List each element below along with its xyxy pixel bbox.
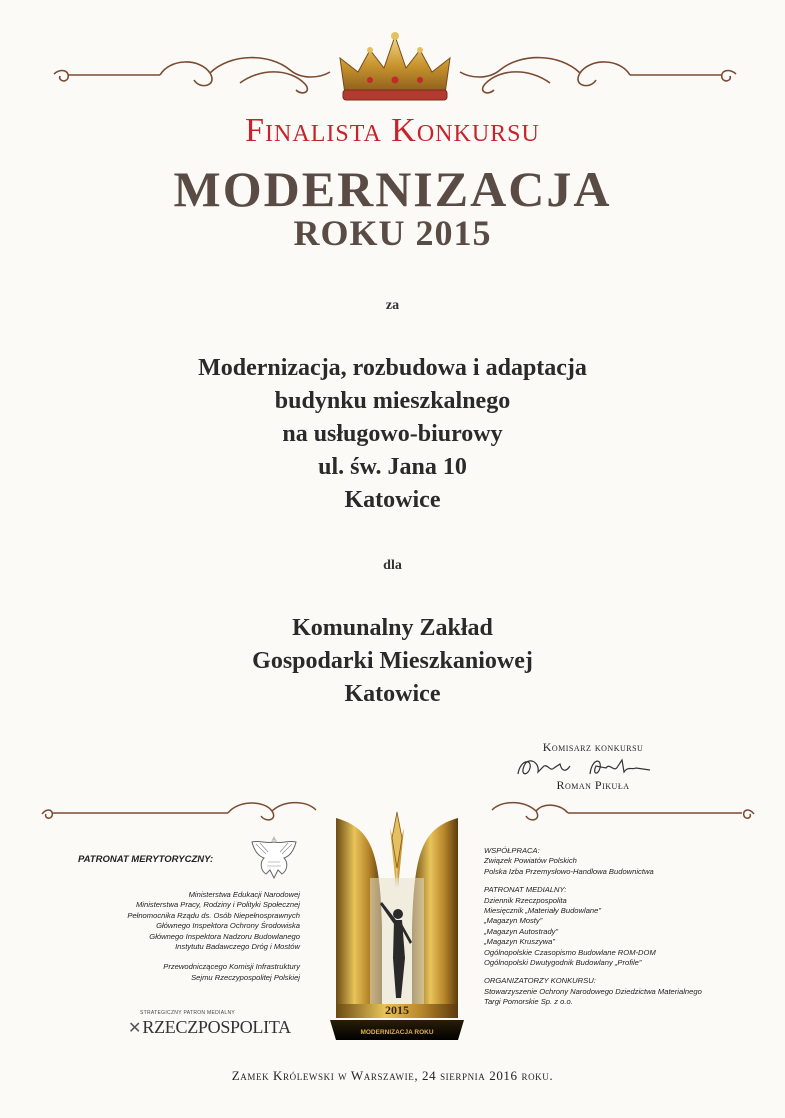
title-finalist: Finalista Konkursu	[245, 112, 540, 149]
trophy-plaque: MODERNIZACJA ROKU	[360, 1029, 434, 1036]
title-competition: MODERNIZACJA	[173, 161, 612, 217]
media-title: PATRONAT MEDIALNY:	[484, 885, 567, 895]
patronage-item: Głównego Inspektora Nadzoru Budowlanego	[149, 931, 300, 941]
project-line: Katowice	[344, 487, 441, 513]
patronage-item: Przewodniczącego Komisji Infrastruktury	[163, 962, 300, 972]
media-item: Dziennik Rzeczpospolita	[484, 895, 567, 905]
crown-icon	[340, 32, 450, 100]
for-label: za	[385, 298, 400, 313]
cooperation-item: Związek Powiatów Polskich	[484, 856, 577, 866]
media-item: „Magazyn Kruszywa”	[484, 937, 555, 947]
patronage-item: Ministerstwa Edukacji Narodowej	[188, 890, 300, 899]
polish-eagle-icon	[246, 830, 302, 886]
trophy-year: 2015	[385, 1003, 409, 1017]
to-label: dla	[383, 558, 402, 573]
patronage-item: Instytutu Badawczego Dróg i Mostów	[175, 942, 300, 952]
recipient-line: Gospodarki Mieszkaniowej	[252, 648, 533, 674]
project-description	[0, 352, 785, 517]
signature-name: Roman Pikuła	[556, 778, 630, 792]
organizers-item: Targi Pomorskie Sp. z o.o.	[484, 997, 573, 1007]
top-ornament	[40, 28, 750, 108]
patronage-title: PATRONAT MERYTORYCZNY:	[78, 854, 214, 865]
footer-place-date: Zamek Królewski w Warszawie, 24 sierpnia 2016 roku.	[231, 1068, 554, 1083]
recipient-line: Katowice	[344, 681, 441, 707]
patronage-item: Sejmu Rzeczypospolitej Polskiej	[191, 972, 300, 982]
signature-title: Komisarz konkursu	[542, 740, 644, 754]
bottom-left-ornament	[28, 796, 328, 826]
bottom-right-ornament	[480, 796, 770, 826]
cooperation-title: WSPÓŁPRACA:	[484, 846, 540, 855]
title-year: ROKU 2015	[293, 213, 492, 253]
media-logo-caption: STRATEGICZNY PATRON MEDIALNY	[140, 1010, 235, 1016]
rzeczpospolita-logo: ✕ RZECZPOSPOLITA	[128, 1016, 291, 1037]
organizers-title: ORGANIZATORZY KONKURSU:	[484, 976, 596, 986]
patronage-item: Pełnomocnika Rządu ds. Osób Niepełnosprawnych	[127, 910, 300, 920]
patronage-item: Ministerstwa Pracy, Rodziny i Polityki Społecznej	[135, 900, 300, 910]
project-line: Modernizacja, rozbudowa i adaptacja	[198, 355, 587, 381]
right-column	[484, 846, 774, 1008]
media-item: „Magazyn Autostrady”	[484, 926, 558, 936]
patronage-item: Głównego Inspektora Ochrony Środowiska	[156, 921, 300, 931]
media-item: „Magazyn Mosty”	[484, 916, 543, 926]
cooperation-item: Polska Izba Przemysłowo-Handlowa Budownictwa	[484, 866, 654, 876]
project-line: na usługowo-biurowy	[282, 421, 503, 447]
organizers-item: Stowarzyszenie Ochrony Narodowego Dziedzictwa Materialnego	[484, 986, 702, 996]
media-item: Ogólnopolskie Czasopismo Budowlane ROM-DOM	[484, 947, 656, 957]
logo-mark-icon: ✕	[128, 1017, 142, 1037]
media-item: Miesięcznik „Materiały Budowlane”	[484, 906, 601, 916]
project-line: budynku mieszkalnego	[274, 388, 511, 414]
project-line: ul. św. Jana 10	[318, 454, 467, 480]
trophy-image	[330, 808, 464, 1042]
recipient-line: Komunalny Zakład	[292, 615, 493, 641]
media-item: Ogólnopolski Dwutygodnik Budowlany „Profile”	[484, 958, 642, 968]
patronage-list	[60, 890, 300, 983]
recipient	[0, 612, 785, 711]
